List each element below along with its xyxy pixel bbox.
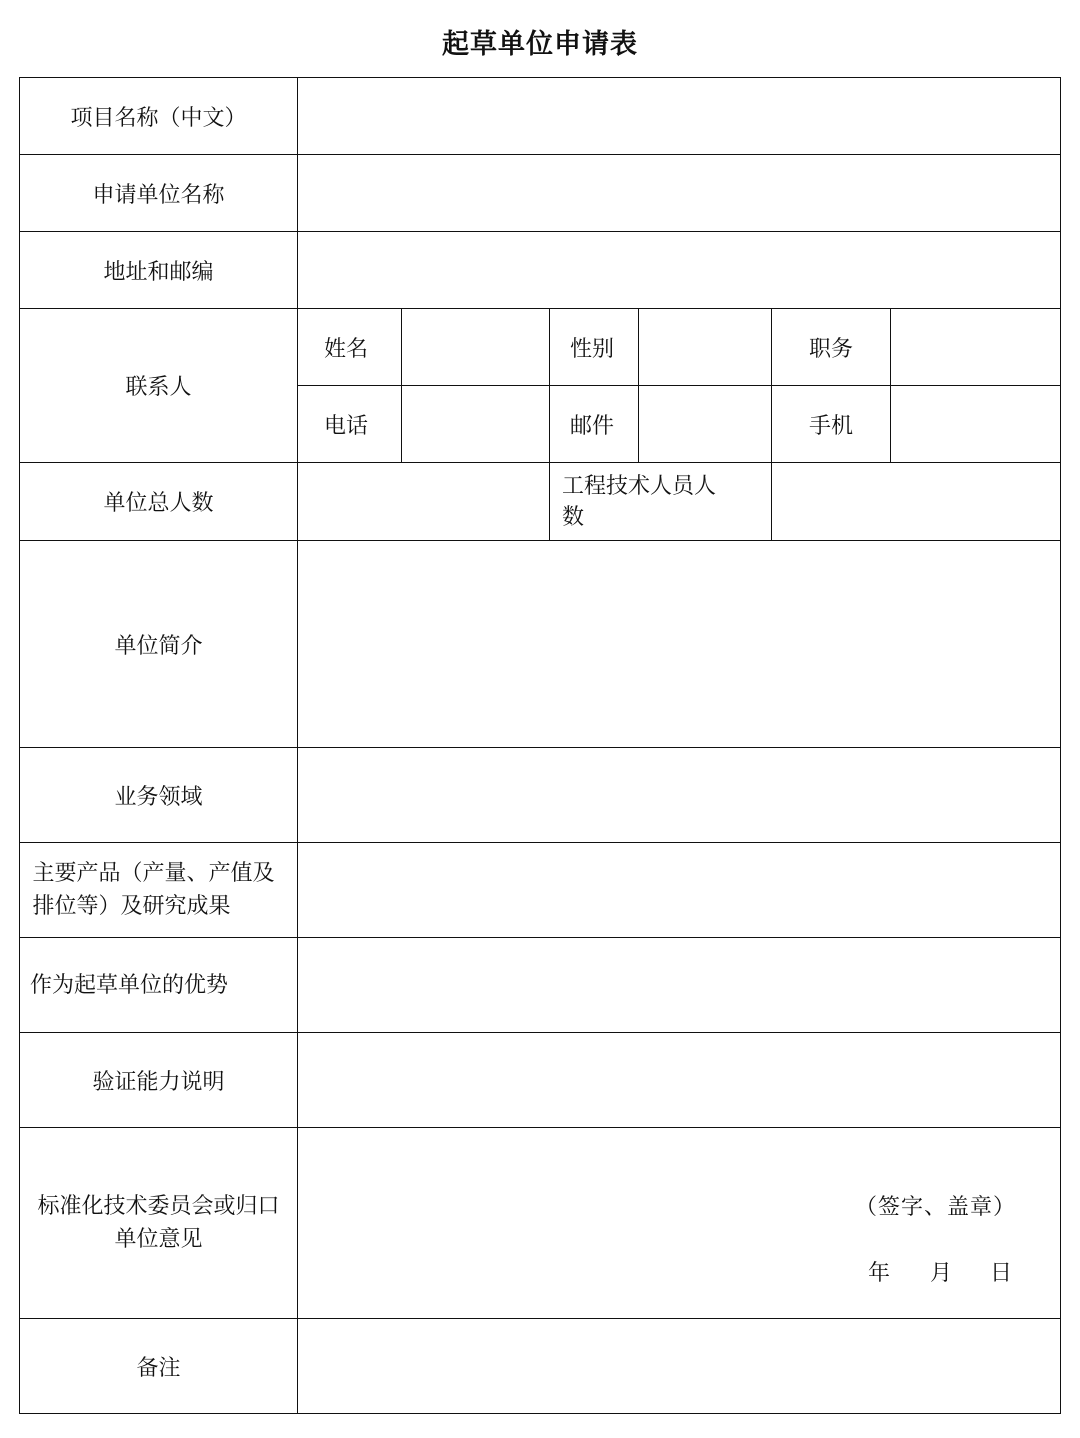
products-label: 主要产品（产量、产值及排位等）及研究成果 xyxy=(20,843,298,938)
business-field-label: 业务领域 xyxy=(20,748,298,843)
advantage-label: 作为起草单位的优势 xyxy=(20,938,298,1033)
remarks-field[interactable] xyxy=(298,1319,1061,1414)
contact-gender-field[interactable] xyxy=(639,309,772,386)
opinion-label: 标准化技术委员会或归口单位意见 xyxy=(20,1128,298,1319)
row-address xyxy=(20,232,1061,309)
row-applicant-name xyxy=(20,155,1061,232)
date-line xyxy=(868,1256,1012,1287)
contact-email-label: 邮件 xyxy=(550,386,639,463)
applicant-name-label: 申请单位名称 xyxy=(20,155,298,232)
contact-label: 联系人 xyxy=(20,309,298,463)
intro-label: 单位简介 xyxy=(20,541,298,748)
verification-label: 验证能力说明 xyxy=(20,1033,298,1128)
verification-field[interactable] xyxy=(298,1033,1061,1128)
advantage-field[interactable] xyxy=(298,938,1061,1033)
tech-staff-label: 工程技术人员人数 xyxy=(550,463,772,541)
address-label: 地址和邮编 xyxy=(20,232,298,309)
contact-name-label: 姓名 xyxy=(298,309,402,386)
form-title: 起草单位申请表 xyxy=(442,29,638,60)
contact-mobile-field[interactable] xyxy=(891,386,1061,463)
row-contact-1 xyxy=(20,309,1061,386)
contact-name-field[interactable] xyxy=(402,309,550,386)
row-opinion xyxy=(20,1128,1061,1319)
contact-mobile-label: 手机 xyxy=(772,386,891,463)
date-month-label: 月 xyxy=(929,1261,952,1286)
row-business-field xyxy=(20,748,1061,843)
date-year-label: 年 xyxy=(867,1261,890,1286)
row-remarks xyxy=(20,1319,1061,1414)
address-field[interactable] xyxy=(298,232,1061,309)
project-name-label: 项目名称（中文） xyxy=(20,78,298,155)
row-intro xyxy=(20,541,1061,748)
contact-gender-label: 性别 xyxy=(550,309,639,386)
applicant-name-field[interactable] xyxy=(298,155,1061,232)
total-staff-field[interactable] xyxy=(298,463,550,541)
row-project-name xyxy=(20,78,1061,155)
contact-phone-field[interactable] xyxy=(402,386,550,463)
row-products xyxy=(20,843,1061,938)
date-day-label: 日 xyxy=(989,1261,1012,1286)
contact-position-field[interactable] xyxy=(891,309,1061,386)
opinion-field[interactable] xyxy=(298,1128,1061,1319)
signature-stamp-note: （签字、盖章） xyxy=(854,1195,1016,1220)
application-form-table xyxy=(19,77,1061,1414)
contact-email-field[interactable] xyxy=(639,386,772,463)
remarks-label: 备注 xyxy=(20,1319,298,1414)
contact-phone-label: 电话 xyxy=(298,386,402,463)
project-name-field[interactable] xyxy=(298,78,1061,155)
business-field-field[interactable] xyxy=(298,748,1061,843)
row-verification xyxy=(20,1033,1061,1128)
row-staff xyxy=(20,463,1061,541)
total-staff-label: 单位总人数 xyxy=(20,463,298,541)
tech-staff-field[interactable] xyxy=(772,463,1061,541)
products-field[interactable] xyxy=(298,843,1061,938)
contact-position-label: 职务 xyxy=(772,309,891,386)
row-advantage xyxy=(20,938,1061,1033)
intro-field[interactable] xyxy=(298,541,1061,748)
